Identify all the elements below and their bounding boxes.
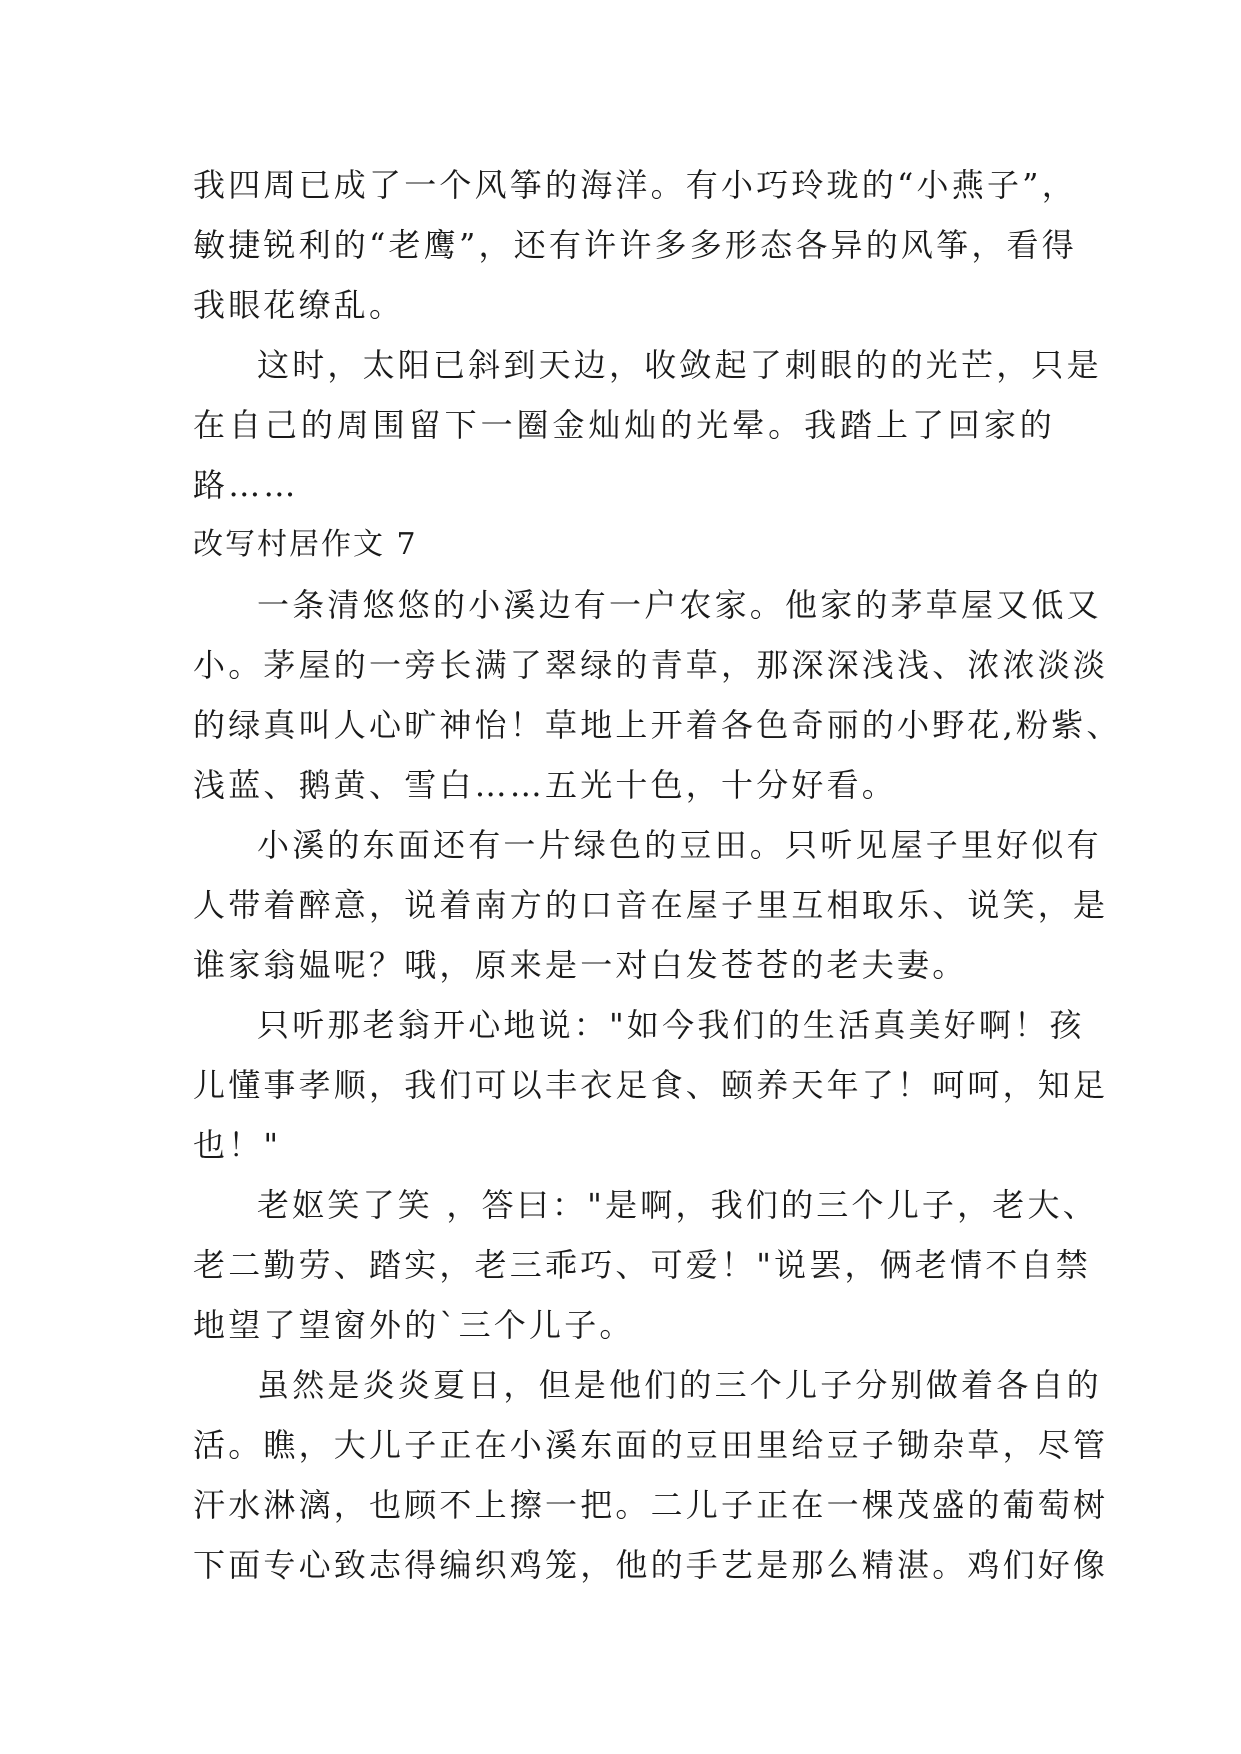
text-line: 人带着醉意，说着南方的口音在屋子里互相取乐、说笑，是 [193, 886, 1109, 924]
text-line: 我四周已成了一个风筝的海洋。有小巧玲珑的“小燕子”， [193, 166, 1077, 204]
text-line: 汗水淋漓，也顾不上擦一把。二儿子正在一棵茂盛的葡萄树 [193, 1486, 1109, 1524]
paragraph-start-line: 一条清悠悠的小溪边有一户农家。他家的茅草屋又低又 [257, 586, 1102, 624]
text-line: 的绿真叫人心旷神怡！草地上开着各色奇丽的小野花,粉紫、 [193, 706, 1122, 744]
text-line: 地望了望窗外的`三个儿子。 [193, 1306, 635, 1344]
text-line: 儿懂事孝顺，我们可以丰衣足食、颐养天年了！呵呵，知足 [193, 1066, 1109, 1104]
text-line: 老二勤劳、踏实，老三乖巧、可爱！"说罢，俩老情不自禁 [193, 1246, 1091, 1284]
paragraph-start-line: 虽然是炎炎夏日，但是他们的三个儿子分别做着各自的 [257, 1366, 1102, 1404]
paragraph-start-line: 老妪笑了笑 ，答曰："是啊，我们的三个儿子，老大、 [257, 1186, 1098, 1224]
section-heading: 改写村居作文 7 [193, 527, 418, 562]
text-line: 我眼花缭乱。 [193, 286, 405, 324]
paragraph-start-line: 这时，太阳已斜到天边，收敛起了刺眼的的光芒，只是 [257, 346, 1102, 384]
text-line: 也！" [193, 1126, 282, 1164]
text-line: 小。茅屋的一旁长满了翠绿的青草，那深深浅浅、浓浓淡淡 [193, 646, 1109, 684]
text-line: 谁家翁媪呢？哦，原来是一对白发苍苍的老夫妻。 [193, 946, 968, 984]
text-line: 活。瞧，大儿子正在小溪东面的豆田里给豆子锄杂草，尽管 [193, 1426, 1109, 1464]
text-line: 路…… [193, 466, 299, 504]
text-line: 敏捷锐利的“老鹰”，还有许许多多形态各异的风筝，看得 [193, 226, 1077, 264]
paragraph-start-line: 只听那老翁开心地说："如今我们的生活真美好啊！孩 [257, 1006, 1085, 1044]
document-body [193, 155, 1122, 1595]
text-line: 浅蓝、鹅黄、雪白……五光十色，十分好看。 [193, 766, 898, 804]
text-line: 下面专心致志得编织鸡笼，他的手艺是那么精湛。鸡们好像 [193, 1546, 1109, 1584]
paragraph-start-line: 小溪的东面还有一片绿色的豆田。只听见屋子里好似有 [257, 826, 1102, 864]
text-line: 在自己的周围留下一圈金灿灿的光晕。我踏上了回家的 [193, 406, 1055, 444]
